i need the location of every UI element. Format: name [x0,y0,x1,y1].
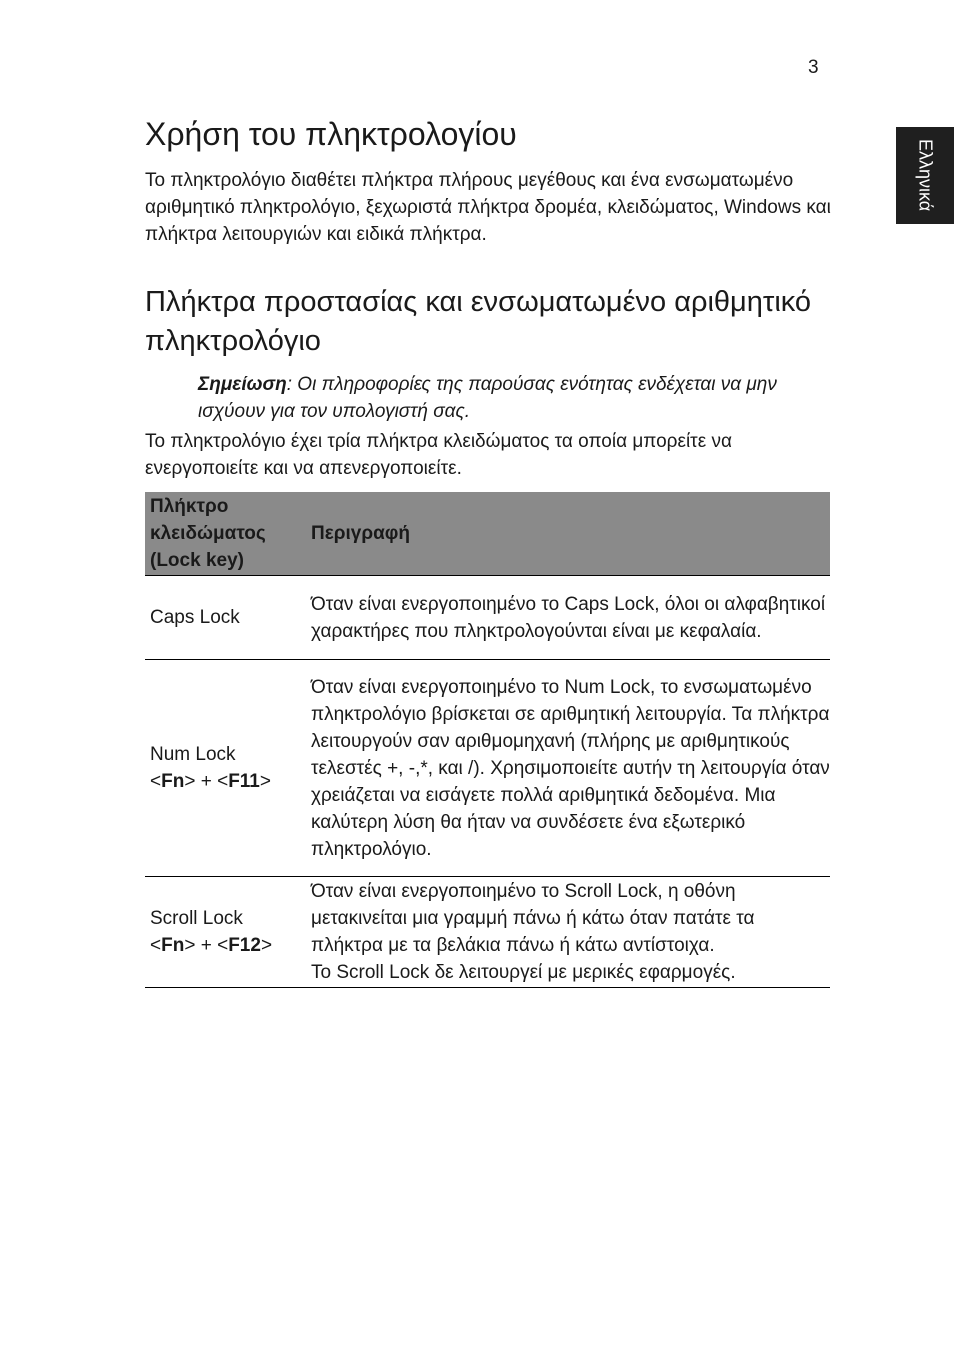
language-tab [896,127,954,224]
key-name: Num Lock [150,744,236,765]
key-shortcut: <Fn> + <F12> [150,935,273,956]
key-shortcut: <Fn> + <F11> [150,771,271,792]
description-cell [306,660,830,877]
key-cell [145,660,306,877]
body-paragraph: Το πληκτρολόγιο έχει τρία πλήκτρα κλειδώματος τα οποία μπορείτε να ενεργοποιείτε και να απενεργοποιείτε. [145,431,732,479]
note [198,371,838,425]
table-row [145,877,830,988]
section-subtitle: Πλήκτρα προστασίας και ενσωματωμένο αριθμητικό πληκτρολόγιο [145,286,812,357]
table-header-row [145,492,830,576]
note-label: Σημείωση [198,374,287,395]
page-number: 3 [808,57,819,78]
description-cell [306,576,830,660]
shortcut-f-key: F11 [228,771,260,792]
key-description-extra: Το Scroll Lock δε λειτουργεί με μερικές εφαρμογές. [311,962,736,983]
key-name: Scroll Lock [150,908,243,929]
description-cell [306,877,830,988]
key-description: Όταν είναι ενεργοποιημένο το Scroll Lock, η οθόνη μετακινείται μια γραμμή πάνω ή κάτω όταν πατάτε τα πλήκτρα με τα βελάκια πάνω ή κάτω αντίστοιχα. [311,881,755,956]
intro-paragraph: Το πληκτρολόγιο διαθέτει πλήκτρα πλήρους μεγέθους και ένα ενσωματωμένο αριθμητικό πληκτρολόγιο, ξεχωριστά πλήκτρα δρομέα, κλειδώματος, Windows και πλήκτρα λειτουργιών και ειδικά πλήκτρα. [145,170,831,245]
lock-keys-table [145,492,830,988]
header-description: Περιγραφή [306,492,830,576]
shortcut-f-key: F12 [228,935,261,956]
page-title: Χρήση του πληκτρολογίου [145,116,517,152]
key-description: Όταν είναι ενεργοποιημένο το Caps Lock, όλοι οι αλφαβητικοί χαρακτήρες που πληκτρολογούνται είναι με κεφαλαία. [311,593,826,642]
key-name: Caps Lock [150,607,240,628]
table-row [145,660,830,877]
shortcut-fn: Fn [161,935,185,956]
key-description: Όταν είναι ενεργοποιημένο το Num Lock, το ενσωματωμένο πληκτρολόγιο βρίσκεται σε αριθμητική λειτουργία. Τα πλήκτρα λειτουργούν σαν αριθμομηχανή (πλήρης με αριθμητικούς τελεστές +, -,*, και /). Χρησιμοποιείτε αυτήν τη λειτουργία όταν χρειάζεται να εισάγετε πολλά αριθμητικά δεδομένα. Μια καλύτερη λύση θα ήταν να συνδέσετε ένα εξωτερικό πληκτρολόγιο. [311,676,830,860]
table-row [145,576,830,660]
note-text: : Οι πληροφορίες της παρούσας ενότητας ενδέχεται να μην ισχύουν για τον υπολογιστή σας. [198,374,777,422]
language-tab-label: Ελληνικά [915,139,936,212]
header-lock-key: Πλήκτρο κλειδώματος (Lock key) [145,492,306,576]
shortcut-fn: Fn [161,771,185,792]
key-cell [145,877,306,988]
key-cell [145,576,306,660]
